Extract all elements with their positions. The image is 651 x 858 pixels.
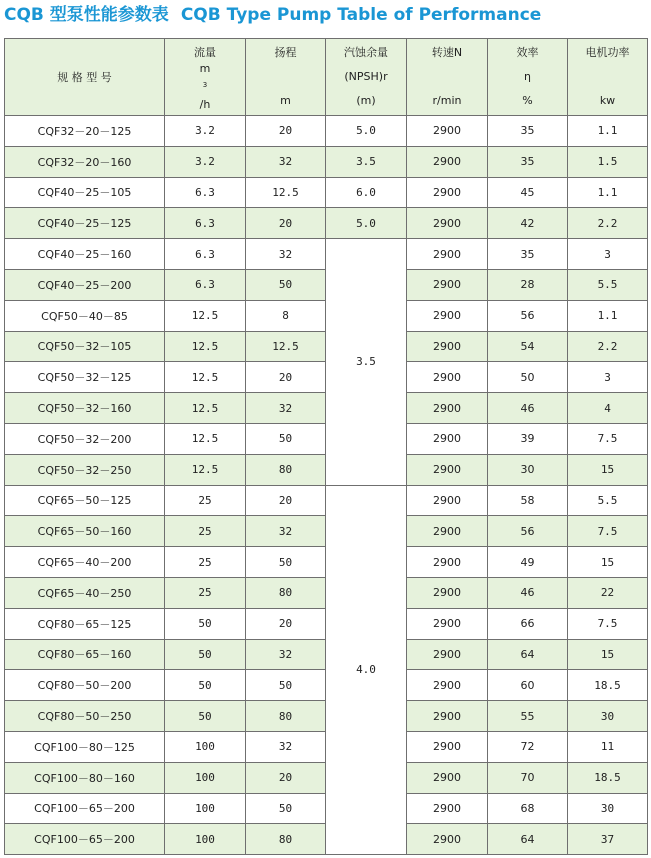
cell-efficiency: 64 — [488, 639, 568, 670]
cell-power: 22 — [568, 577, 648, 608]
cell-efficiency: 50 — [488, 362, 568, 393]
header-flow-unit: m $^3$ /h — [199, 62, 211, 111]
cell-speed: 2900 — [407, 731, 488, 762]
title-english: CQB Type Pump Table of Performance — [180, 5, 542, 25]
cell-speed: 2900 — [407, 485, 488, 516]
header-flow-label: 流量 — [194, 46, 216, 59]
cell-efficiency: 30 — [488, 454, 568, 485]
cell-head: 50 — [246, 670, 326, 701]
cell-power: 7.5 — [568, 423, 648, 454]
cell-model: CQF50－40－85 — [5, 300, 165, 331]
cell-flow: 100 — [165, 824, 246, 855]
table-body — [5, 116, 648, 855]
cell-speed: 2900 — [407, 670, 488, 701]
cell-flow: 6.3 — [165, 239, 246, 270]
header-model-label: 规 格 型 号 — [57, 71, 112, 84]
cell-power: 1.1 — [568, 116, 648, 147]
cell-efficiency: 68 — [488, 793, 568, 824]
cell-flow: 100 — [165, 762, 246, 793]
table-row — [5, 116, 648, 147]
cell-head: 20 — [246, 762, 326, 793]
table-row — [5, 177, 648, 208]
cell-model: CQF65－50－125 — [5, 485, 165, 516]
cell-head: 12.5 — [246, 331, 326, 362]
cell-model: CQF65－50－160 — [5, 516, 165, 547]
cell-model: CQF80－65－160 — [5, 639, 165, 670]
cell-efficiency: 54 — [488, 331, 568, 362]
cell-head: 20 — [246, 362, 326, 393]
cell-npsh: 5.0 — [326, 116, 407, 147]
cell-model: CQF40－25－200 — [5, 269, 165, 300]
cell-efficiency: 72 — [488, 731, 568, 762]
cell-power: 15 — [568, 454, 648, 485]
cell-power: 4 — [568, 393, 648, 424]
cell-flow: 25 — [165, 516, 246, 547]
table-row — [5, 208, 648, 239]
title-chinese: CQB 型泵性能参数表 — [4, 5, 169, 25]
cell-model: CQF100－80－125 — [5, 731, 165, 762]
cell-flow: 100 — [165, 731, 246, 762]
cell-power: 37 — [568, 824, 648, 855]
cell-power: 11 — [568, 731, 648, 762]
cell-speed: 2900 — [407, 577, 488, 608]
cell-efficiency: 60 — [488, 670, 568, 701]
cell-power: 15 — [568, 547, 648, 578]
cell-head: 80 — [246, 824, 326, 855]
cell-model: CQF80－65－125 — [5, 608, 165, 639]
cell-flow: 50 — [165, 639, 246, 670]
header-speed-unit: r/min — [432, 94, 462, 107]
header-efficiency-label: 效率 — [516, 46, 539, 59]
cell-flow: 6.3 — [165, 177, 246, 208]
cell-npsh: 5.0 — [326, 208, 407, 239]
cell-model: CQF100－65－200 — [5, 793, 165, 824]
cell-head: 50 — [246, 793, 326, 824]
cell-speed: 2900 — [407, 824, 488, 855]
cell-efficiency: 49 — [488, 547, 568, 578]
cell-model: CQF80－50－250 — [5, 701, 165, 732]
cell-head: 32 — [246, 731, 326, 762]
cell-model: CQF40－25－105 — [5, 177, 165, 208]
cell-efficiency: 39 — [488, 423, 568, 454]
cell-speed: 2900 — [407, 608, 488, 639]
cell-model: CQF32－20－125 — [5, 116, 165, 147]
header-efficiency — [488, 39, 568, 116]
cell-flow: 6.3 — [165, 269, 246, 300]
cell-model: CQF50－32－125 — [5, 362, 165, 393]
cell-speed: 2900 — [407, 701, 488, 732]
header-npsh-unit: (m) — [356, 94, 376, 107]
cell-speed: 2900 — [407, 146, 488, 177]
cell-flow: 12.5 — [165, 331, 246, 362]
table-row — [5, 146, 648, 177]
cell-head: 50 — [246, 423, 326, 454]
cell-power: 2.2 — [568, 208, 648, 239]
header-head — [246, 39, 326, 116]
cell-npsh: 3.5 — [326, 239, 407, 485]
cell-speed: 2900 — [407, 516, 488, 547]
cell-power: 3 — [568, 239, 648, 270]
cell-head: 80 — [246, 577, 326, 608]
cell-speed: 2900 — [407, 177, 488, 208]
cell-power: 5.5 — [568, 485, 648, 516]
cell-flow: 50 — [165, 608, 246, 639]
cell-power: 18.5 — [568, 762, 648, 793]
cell-efficiency: 35 — [488, 116, 568, 147]
cell-npsh: 4.0 — [326, 485, 407, 855]
cell-npsh: 3.5 — [326, 146, 407, 177]
cell-flow: 50 — [165, 701, 246, 732]
header-power-label: 电机功率 — [585, 46, 630, 59]
cell-efficiency: 56 — [488, 516, 568, 547]
cell-speed: 2900 — [407, 116, 488, 147]
cell-head: 80 — [246, 454, 326, 485]
cell-efficiency: 58 — [488, 485, 568, 516]
cell-efficiency: 55 — [488, 701, 568, 732]
cell-model: CQF40－25－125 — [5, 208, 165, 239]
cell-model: CQF50－32－200 — [5, 423, 165, 454]
cell-efficiency: 46 — [488, 577, 568, 608]
header-efficiency-unit: % — [522, 94, 533, 107]
cell-speed: 2900 — [407, 793, 488, 824]
cell-efficiency: 35 — [488, 239, 568, 270]
cell-speed: 2900 — [407, 239, 488, 270]
cell-speed: 2900 — [407, 393, 488, 424]
header-speed — [407, 39, 488, 116]
cell-speed: 2900 — [407, 454, 488, 485]
header-power-unit: kw — [599, 94, 616, 107]
cell-power: 15 — [568, 639, 648, 670]
header-npsh-sub: (NPSH)r — [344, 70, 388, 83]
cell-flow: 12.5 — [165, 393, 246, 424]
table-row — [5, 239, 648, 270]
cell-efficiency: 64 — [488, 824, 568, 855]
cell-power: 3 — [568, 362, 648, 393]
cell-speed: 2900 — [407, 547, 488, 578]
cell-power: 18.5 — [568, 670, 648, 701]
cell-flow: 12.5 — [165, 362, 246, 393]
cell-efficiency: 46 — [488, 393, 568, 424]
cell-head: 20 — [246, 485, 326, 516]
cell-model: CQF65－40－200 — [5, 547, 165, 578]
cell-power: 5.5 — [568, 269, 648, 300]
cell-head: 32 — [246, 516, 326, 547]
cell-power: 7.5 — [568, 608, 648, 639]
cell-efficiency: 56 — [488, 300, 568, 331]
cell-power: 1.5 — [568, 146, 648, 177]
header-efficiency-sub: η — [524, 70, 531, 83]
cell-model: CQF65－40－250 — [5, 577, 165, 608]
cell-power: 1.1 — [568, 300, 648, 331]
cell-flow: 50 — [165, 670, 246, 701]
cell-head: 32 — [246, 639, 326, 670]
cell-flow: 100 — [165, 793, 246, 824]
cell-power: 30 — [568, 701, 648, 732]
cell-model: CQF80－50－200 — [5, 670, 165, 701]
cell-speed: 2900 — [407, 423, 488, 454]
cell-model: CQF50－32－105 — [5, 331, 165, 362]
cell-head: 12.5 — [246, 177, 326, 208]
cell-speed: 2900 — [407, 362, 488, 393]
cell-model: CQF50－32－160 — [5, 393, 165, 424]
cell-head: 20 — [246, 608, 326, 639]
header-row — [5, 39, 648, 116]
table-row — [5, 485, 648, 516]
header-head-label: 扬程 — [274, 46, 297, 59]
cell-power: 1.1 — [568, 177, 648, 208]
cell-power: 30 — [568, 793, 648, 824]
page-title — [4, 3, 541, 27]
header-npsh — [326, 39, 407, 116]
cell-efficiency: 35 — [488, 146, 568, 177]
cell-head: 32 — [246, 239, 326, 270]
cell-flow: 12.5 — [165, 454, 246, 485]
cell-model: CQF50－32－250 — [5, 454, 165, 485]
header-model — [5, 39, 165, 116]
cell-flow: 25 — [165, 485, 246, 516]
cell-head: 8 — [246, 300, 326, 331]
cell-model: CQF100－65－200 — [5, 824, 165, 855]
cell-speed: 2900 — [407, 300, 488, 331]
cell-npsh: 6.0 — [326, 177, 407, 208]
header-flow — [165, 39, 246, 116]
cell-head: 20 — [246, 116, 326, 147]
cell-efficiency: 42 — [488, 208, 568, 239]
cell-efficiency: 70 — [488, 762, 568, 793]
cell-head: 50 — [246, 269, 326, 300]
cell-head: 20 — [246, 208, 326, 239]
cell-efficiency: 66 — [488, 608, 568, 639]
cell-flow: 12.5 — [165, 300, 246, 331]
cell-flow: 6.3 — [165, 208, 246, 239]
cell-power: 2.2 — [568, 331, 648, 362]
cell-speed: 2900 — [407, 762, 488, 793]
cell-flow: 25 — [165, 547, 246, 578]
header-speed-label: 转速N — [431, 46, 463, 59]
cell-flow: 25 — [165, 577, 246, 608]
cell-flow: 3.2 — [165, 146, 246, 177]
header-npsh-label: 汽蚀余量 — [344, 46, 388, 59]
cell-flow: 3.2 — [165, 116, 246, 147]
cell-flow: 12.5 — [165, 423, 246, 454]
cell-efficiency: 45 — [488, 177, 568, 208]
performance-table — [4, 38, 648, 855]
cell-model: CQF32－20－160 — [5, 146, 165, 177]
cell-head: 80 — [246, 701, 326, 732]
header-head-unit: m — [280, 94, 291, 107]
cell-speed: 2900 — [407, 331, 488, 362]
cell-model: CQF40－25－160 — [5, 239, 165, 270]
cell-speed: 2900 — [407, 269, 488, 300]
cell-head: 32 — [246, 393, 326, 424]
header-power — [568, 39, 648, 116]
cell-speed: 2900 — [407, 208, 488, 239]
cell-power: 7.5 — [568, 516, 648, 547]
cell-head: 32 — [246, 146, 326, 177]
cell-model: CQF100－80－160 — [5, 762, 165, 793]
cell-speed: 2900 — [407, 639, 488, 670]
cell-efficiency: 28 — [488, 269, 568, 300]
cell-head: 50 — [246, 547, 326, 578]
